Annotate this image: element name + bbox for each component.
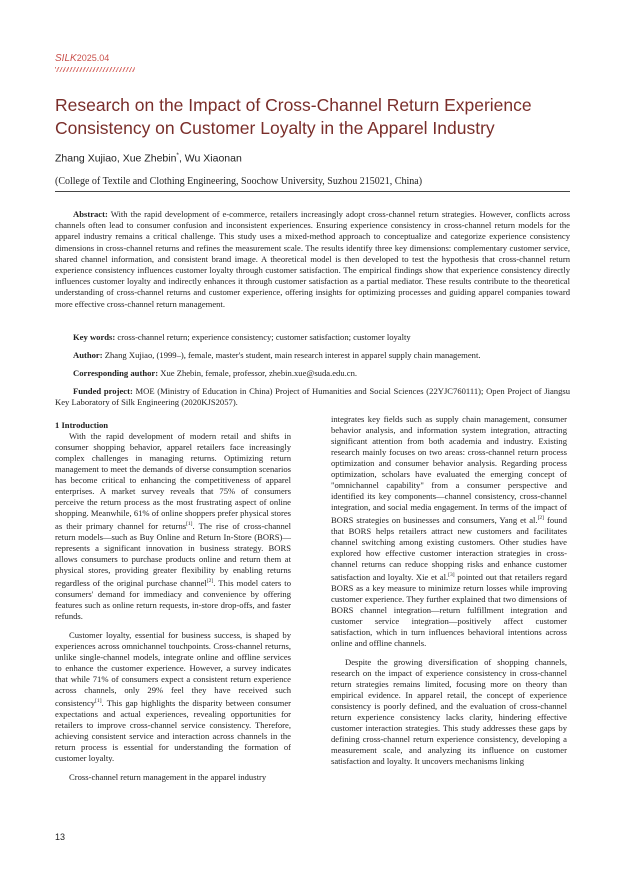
page-number: 13: [55, 832, 66, 842]
author-line: [55, 152, 242, 165]
paragraph: With the rapid development of modern retail and shifts in consumer shopping behavior, apparel retailers face increasingly complex challenges in managing returns. Optimizing return management to meet the demands of diverse consumption scenarios has become critical to enhancing the competitiveness of apparel enterprises. A market survey reveals that 75% of consumers perceive the return process as the most frustrating aspect of online shopping. Meanwhile, 61% of online shoppers prefer physical stores as their primary channel for returns[1]. The rise of cross-channel return models—such as Buy Online and Return In-Store (BORS)—represents a significant innovation in business strategy. BORS allows consumers to purchase products online and return them at physical stores, providing greater flexibility by enabling returns regardless of the original purchase channel[2]. This model caters to consumers' demand for immediacy and convenience by offering features such as online return requests, in-store drop-offs, and faster refunds.: [55, 431, 291, 621]
paragraph: Cross-channel return management in the apparel industry: [69, 771, 267, 782]
journal-issue: 2025.04: [76, 53, 110, 63]
left-column: [55, 420, 291, 791]
citation: [2]: [206, 577, 214, 584]
keywords-text: cross-channel return; experience consistency; customer satisfaction; customer loyalty: [117, 332, 411, 342]
keywords: [55, 332, 570, 343]
keywords-label: Key words:: [73, 332, 116, 342]
author-info: [55, 350, 570, 361]
paragraph: integrates key fields such as supply chain management, consumer behavior analysis, and information system integration, attracting significant attention from both academia and industry. Existing research mainly focuses on two areas: cross-channel return process optimization and consumer behavior analysis. Regarding process optimization, scholars have evaluated the emerging concept of "omnichannel capability" from a consumer perspective and identified its key components—channel consistency, cross-channel integration, and social media engagement. In terms of the impact of BORS strategies on businesses and consumers, Yang et al.[2] found that BORS helps retailers attract new customers and facilitates channel switching among existing customers. Other studies have explored how effective customer interaction strategies in cross-channel returns can reduce shopping risks and enhance customer satisfaction and loyalty. Xie et al.[3] pointed out that retailers regard BORS as a key measure to minimize return losses while improving customer experience. They further explained that two dimensions of BORS channel integration—return fulfillment integration and customer service integration—positively affect customer satisfaction, which in turn influences behavioral intentions across online and offline channels.: [331, 414, 568, 648]
corresponding-label: Corresponding author:: [73, 368, 159, 378]
abstract-label: Abstract:: [73, 209, 108, 219]
funded-label: Funded project:: [73, 386, 133, 396]
abstract: [55, 209, 570, 310]
corresponding-text: Xue Zhebin, female, professor, zhebin.xue@suda.edu.cn.: [160, 368, 358, 378]
corresponding-mark: *: [176, 152, 179, 159]
citation: [2]: [537, 515, 545, 521]
right-column: [331, 414, 567, 775]
corresponding-author: [55, 368, 570, 379]
funded-text: MOE (Ministry of Education in China) Project of Humanities and Social Sciences (22YJC760111); Open Project of Jiangsu Key Laboratory of Silk Engineering (2020KJS2057).: [55, 386, 571, 408]
paragraph: Customer loyalty, essential for business success, is shaped by experiences across omnichannel touchpoints. Cross-channel returns, unlike single-channel models, integrate online and offline services to enhance the customer experience. However, a survey indicates that while 71% of consumers expect a consistent return experience across channels, only 29% feel they have received such consistency[1]. This gap highlights the disparity between consumer expectations and actual experiences, revealing opportunities for retailers to improve cross-channel service consistency. Therefore, achieving consistent service and interaction across channels in the return process is essential for understanding the formation of customer loyalty.: [55, 629, 291, 763]
author-info-text: Zhang Xujiao, (1999–), female, master's student, main research interest in apparel supply chain management.: [104, 350, 481, 360]
funded-project: [55, 386, 570, 408]
citation: [3]: [448, 571, 455, 578]
author-info-label: Author:: [73, 350, 103, 360]
section-heading: 1 Introduction: [55, 420, 109, 430]
paper-title: Research on the Impact of Cross-Channel Return Experience Consistency on Customer Loyalty in the Apparel Industry: [55, 95, 532, 138]
citation: [1]: [95, 697, 102, 704]
journal-brand: SILK: [55, 53, 77, 64]
header-hatch-decoration: [55, 67, 135, 72]
abstract-text: With the rapid development of e-commerce, retailers increasingly adopt cross-channel return strategies. However, conflicts across channels often lead to consumer confusion and inconsistent experiences. Ensuring experience consistency in cross-channel return models for the apparel industry remains a critical challenge. This study uses a mixed-method approach to conceptualize and categorize experience consistency dimensions in cross-channel returns and refines the measurement scale. The results identify three key dimensions: complementary customer service, shared channel information, and consistent brand image. A theoretical model is then developed to test the hypothesis that cross-channel return experience consistency influences customer loyalty through customer satisfaction. The empirical findings show that experience consistency directly influences customer loyalty and indirectly enhances it through customer satisfaction as a partial mediator. These results contribute to the theoretical understanding of cross-channel returns and customer experience, offering insights for optimizing processes and guiding apparel companies toward more effective cross-channel return management.: [55, 209, 570, 309]
paragraph: Despite the growing diversification of shopping channels, research on the impact of experience consistency in cross-channel return strategies remains limited, focusing more on theory than empirical evidence. In apparel retail, the concept of experience consistency is poorly defined, and the evaluation of cross-channel return experience consistency lacks clarity, hindering effective customer interaction strategies. This study addresses these gaps by defining cross-channel return experience consistency, developing a measurement scale, and analyzing its influence on customer satisfaction and loyalty. It uncovers mechanisms linking: [331, 656, 567, 766]
author-names-rest: , Wu Xiaonan: [178, 152, 242, 165]
author-names: Zhang Xujiao, Xue Zhebin: [55, 152, 177, 165]
journal-header: [55, 48, 135, 72]
affiliation: (College of Textile and Clothing Engineering, Soochow University, Suzhou 215021, China): [55, 176, 570, 192]
citation: [1]: [186, 521, 193, 527]
